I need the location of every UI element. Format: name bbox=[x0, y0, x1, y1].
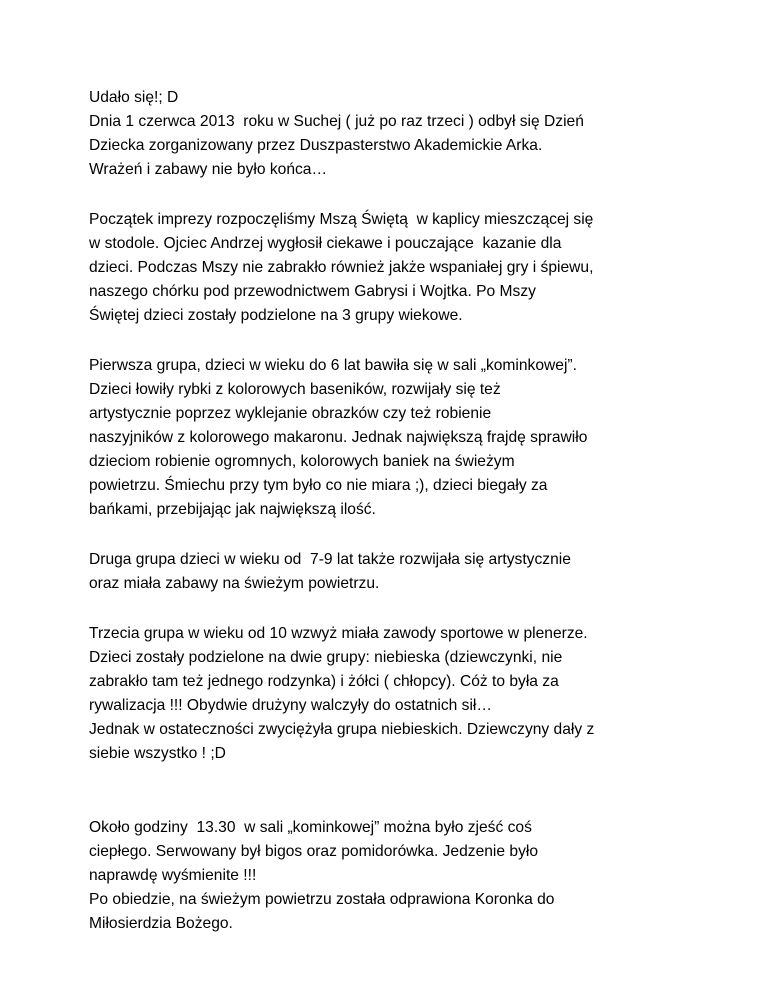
text-line: siebie wszystko ! ;D bbox=[89, 745, 226, 762]
text-line: zabrakło tam też jednego rodzynka) i żółci ( chłopcy). Cóż to była za bbox=[89, 673, 559, 690]
text-line: Miłosierdzia Bożego. bbox=[89, 915, 233, 932]
paragraph-spacer bbox=[89, 522, 729, 548]
text-line: Pierwsza grupa, dzieci w wieku do 6 lat bawiła się w sali „kominkowej”. bbox=[89, 357, 577, 374]
text-line: dzieci. Podczas Mszy nie zabrakło również jakże wspaniałej gry i śpiewu, bbox=[89, 259, 594, 276]
text-line: Druga grupa dzieci w wieku od 7-9 lat także rozwijała się artystycznie bbox=[89, 551, 571, 568]
text-line: ciepłego. Serwowany był bigos oraz pomidorówka. Jedzenie było bbox=[89, 843, 538, 860]
text-line: Dzieci łowiły rybki z kolorowych baseników, rozwijały się też bbox=[89, 381, 501, 398]
text-line: naszyjników z kolorowego makaronu. Jednak największą frajdę sprawiło bbox=[89, 429, 588, 446]
text-line: Po obiedzie, na świeżym powietrzu została odprawiona Koronka do bbox=[89, 891, 555, 908]
text-line: naprawdę wyśmienite !!! bbox=[89, 867, 257, 884]
text-line: Świętej dzieci zostały podzielone na 3 grupy wiekowe. bbox=[89, 307, 463, 324]
paragraph-spacer bbox=[89, 182, 729, 208]
document-body bbox=[89, 86, 729, 936]
text-line: naszego chórku pod przewodnictwem Gabrysi i Wojtka. Po Mszy bbox=[89, 283, 536, 300]
text-line: Początek imprezy rozpoczęliśmy Mszą Świętą w kaplicy mieszczącej się bbox=[89, 211, 594, 228]
text-line: Wrażeń i zabawy nie było końca… bbox=[89, 161, 328, 178]
text-line: w stodole. Ojciec Andrzej wygłosił ciekawe i pouczające kazanie dla bbox=[89, 235, 562, 252]
paragraph-spacer bbox=[89, 328, 729, 354]
text-line: Dzieci zostały podzielone na dwie grupy: niebieska (dziewczynki, nie bbox=[89, 649, 563, 666]
text-line: dzieciom robienie ogromnych, kolorowych baniek na świeżym bbox=[89, 453, 515, 470]
text-line: rywalizacja !!! Obydwie drużyny walczyły do ostatnich sił… bbox=[89, 697, 492, 714]
paragraph-spacer bbox=[89, 596, 729, 622]
text-line: Jednak w ostateczności zwyciężyła grupa niebieskich. Dziewczyny dały z bbox=[89, 721, 595, 738]
paragraph-second-group bbox=[89, 548, 729, 596]
text-line: Około godziny 13.30 w sali „kominkowej” można było zjeść coś bbox=[89, 819, 532, 836]
text-line: bańkami, przebijając jak największą ilość. bbox=[89, 501, 376, 518]
text-line: Dnia 1 czerwca 2013 roku w Suchej ( już po raz trzeci ) odbył się Dzień bbox=[89, 113, 584, 130]
text-line: artystycznie poprzez wyklejanie obrazków czy też robienie bbox=[89, 405, 492, 422]
paragraph-intro bbox=[89, 86, 729, 182]
paragraph-spacer bbox=[89, 766, 729, 816]
text-line: powietrzu. Śmiechu przy tym było co nie miara ;), dzieci biegały za bbox=[89, 477, 548, 494]
text-line: Dziecka zorganizowany przez Duszpasterstwo Akademickie Arka. bbox=[89, 137, 543, 154]
paragraph-first-group bbox=[89, 354, 729, 522]
paragraph-third-group bbox=[89, 622, 729, 766]
text-line: Trzecia grupa w wieku od 10 wzwyż miała zawody sportowe w plenerze. bbox=[89, 625, 588, 642]
paragraph-lunch bbox=[89, 816, 729, 936]
text-line: Udało się!; D bbox=[89, 89, 179, 106]
text-line: oraz miała zabawy na świeżym powietrzu. bbox=[89, 575, 380, 592]
paragraph-mass bbox=[89, 208, 729, 328]
